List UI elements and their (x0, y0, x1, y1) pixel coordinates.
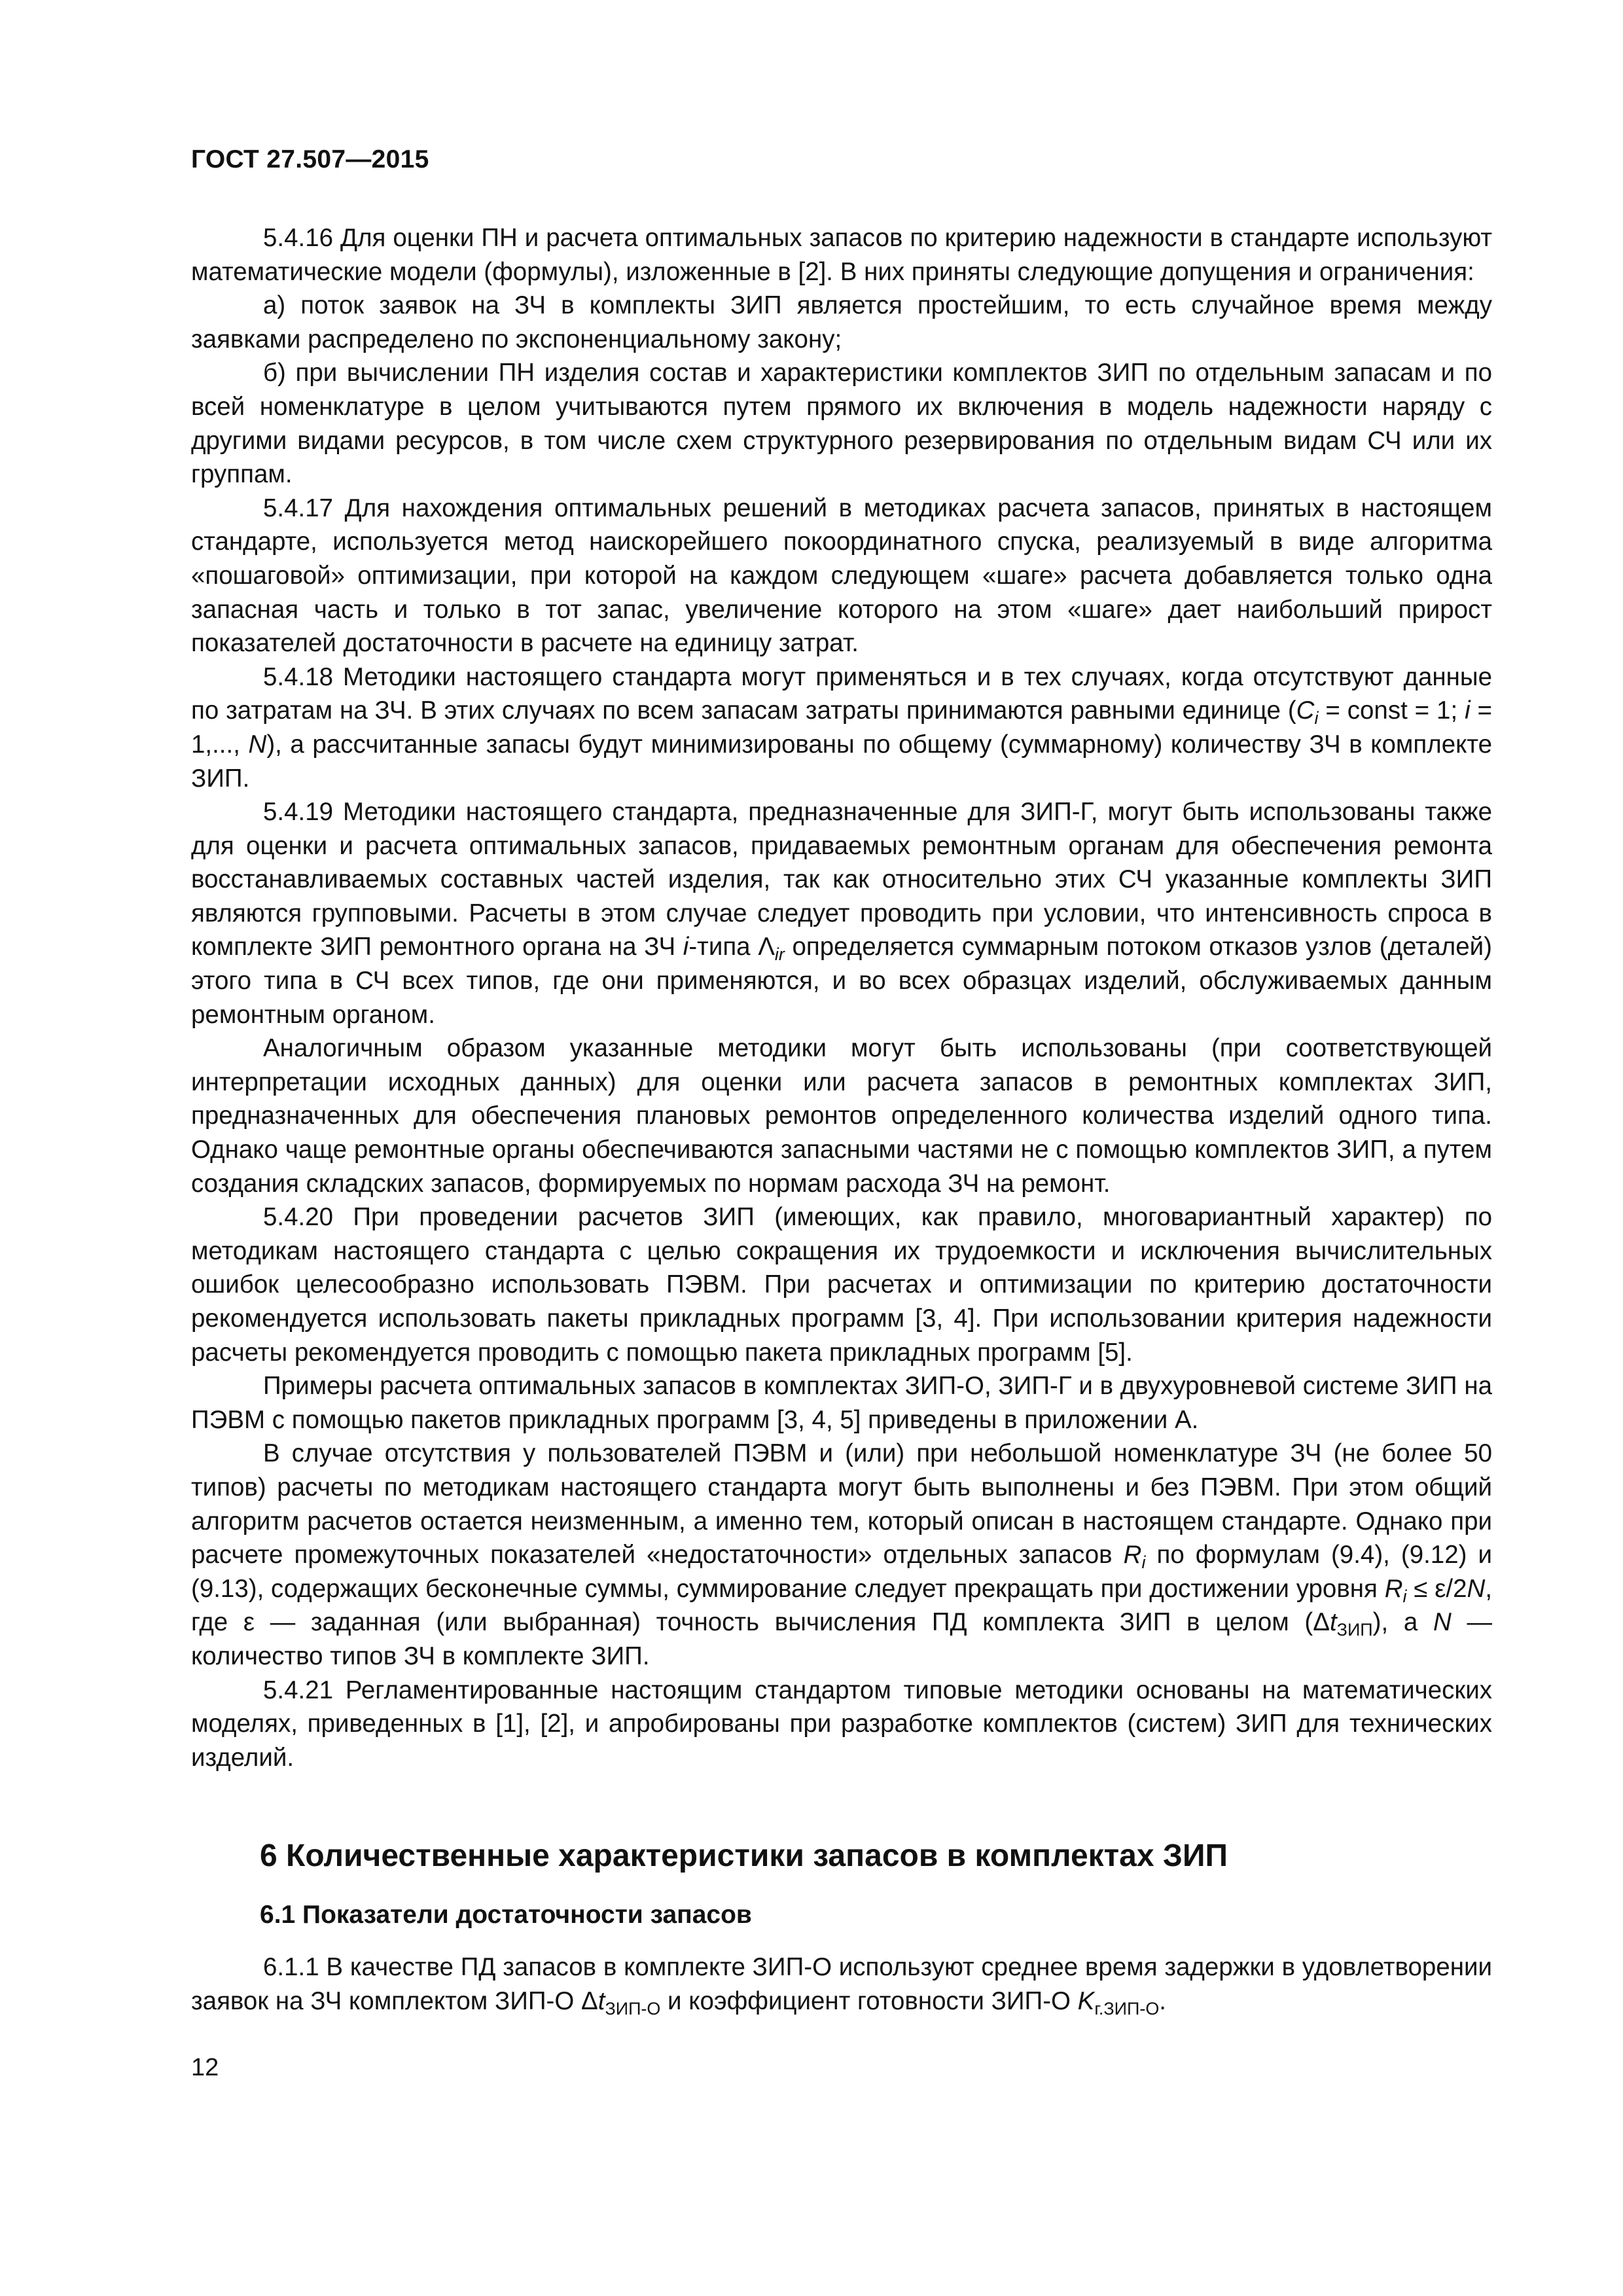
symbol-ir-sub: ir (774, 944, 785, 965)
symbol-n: N (248, 730, 267, 759)
symbol-i-sub: i (1141, 1552, 1146, 1573)
symbol-c: C (1296, 696, 1315, 725)
symbol-i: i (1465, 696, 1471, 725)
symbol-i: i (683, 933, 689, 961)
text-run: определяется суммарным потоком отказов узлов (деталей) этого типа в СЧ всех типов, где они применяются, и во всех образцах изделий, обслуживаемых данным ремонтным органом. (191, 933, 1493, 1029)
subscript-zip-o: ЗИП-О (605, 1998, 661, 2018)
paragraph-5-4-20-examples: Примеры расчета оптимальных запасов в комплектах ЗИП-О, ЗИП-Г и в двухуровневой системе ЗИП на ПЭВМ с помощью пакетов прикладных программ [3, 4, 5] приведены в приложении А. (191, 1372, 1492, 1434)
paragraph-5-4-21: 5.4.21 Регламентированные настоящим стандартом типовые методики основаны на математических моделях, приведенных в [1], [2], и апробированы при разработке комплектов (систем) ЗИП для технических изделий. (191, 1676, 1492, 1772)
text-run: по формулам (9.4), (9.12) и (9.13), содержащих бесконечные суммы, суммирование следует прекращать при достижении уровня (191, 1541, 1492, 1603)
text-run: 6.1.1 В качестве ПД запасов в комплекте ЗИП-О используют среднее время задержки в удовлетворении заявок на ЗЧ комплектом ЗИП-О Δ (191, 1953, 1492, 2015)
paragraph-5-4-20-manual (191, 1437, 1492, 1673)
symbol-k: K (1077, 1986, 1095, 2015)
symbol-t: t (597, 1986, 605, 2015)
subsection-heading: 6.1 Показатели достаточности запасов (260, 1901, 752, 1929)
paragraph-5-4-18 (191, 660, 1492, 795)
paragraph-5-4-17: 5.4.17 Для нахождения оптимальных решений в методиках расчета запасов, принятых в настоящем стандарте, используется метод наискорейшего покоординатного спуска, реализуемый в виде алгоритма «пошаговой» оптимизации, при которой на каждом следующем «шаге» расчета добавляется только одна запасная часть и только в тот запас, увеличение которого на этом «шаге» дает наибольший прирост показателей достаточности в расчете на единицу затрат. (191, 493, 1492, 658)
symbol-r: R (1384, 1574, 1403, 1603)
subscript-zip: ЗИП (1336, 1620, 1373, 1640)
subscript-g-zip-o: г.ЗИП-О (1094, 1998, 1160, 2018)
symbol-t: t (1329, 1608, 1337, 1637)
text-run: ), а (1372, 1608, 1433, 1637)
paragraph-6-1-1 (191, 1950, 1492, 2018)
document-header: ГОСТ 27.507—2015 (191, 145, 429, 173)
symbol-n: N (1467, 1574, 1486, 1603)
symbol-i-sub: i (1314, 708, 1319, 728)
text-run: и коэффициент готовности ЗИП-О (660, 1986, 1078, 2015)
text-run: -типа Λ (688, 933, 775, 961)
text-run: 5.4.18 Методики настоящего стандарта могут применяться и в тех случаях, когда отсутствуют данные по затратам на ЗЧ. В этих случаях по всем запасам затраты принимаются равными единице ( (191, 662, 1492, 725)
text-run: — количество типов ЗЧ в комплекте ЗИП. (191, 1608, 1492, 1670)
paragraph-5-4-20: 5.4.20 При проведении расчетов ЗИП (имеющих, как правило, многовариантный характер) по методикам настоящего стандарта с целью сокращения их трудоемкости и исключения вычислительных ошибок целесообразно использовать ПЭВМ. При расчетах и оптимизации по критерию достаточности рекомендуется использовать пакеты прикладных программ [3, 4]. При использовании критерия надежности расчеты рекомендуется проводить с помощью пакета прикладных программ [5]. (191, 1203, 1492, 1367)
text-run: ), а рассчитанные запасы будут минимизированы по общему (суммарному) количеству ЗЧ в комплекте ЗИП. (191, 730, 1493, 793)
text-run: ≤ ε/2 (1406, 1574, 1467, 1603)
symbol-n: N (1433, 1608, 1452, 1637)
text-run: . (1159, 1986, 1166, 2015)
text-run: = 1,..., (191, 696, 1493, 759)
paragraph-5-4-19 (191, 795, 1492, 1031)
page-number: 12 (191, 2054, 219, 2081)
text-run: 5.4.19 Методики настоящего стандарта, предназначенные для ЗИП-Г, могут быть использованы также для оценки и расчета оптимальных запасов, придаваемых ремонтным органам для обеспечения ремонта восстанавливаемых составных частей изделия, так как относительно этих СЧ указанные комплекты ЗИП являются групповыми. Расчеты в этом случае следует проводить при условии, что интенсивность спроса в комплекте ЗИП ремонтного органа на ЗЧ (191, 798, 1492, 961)
symbol-i-sub: i (1402, 1586, 1407, 1606)
body-text-section-6 (191, 1950, 1492, 2018)
paragraph-5-4-16-a: а) поток заявок на ЗЧ в комплекты ЗИП является простейшим, то есть случайное время между заявками распределено по экспоненциальному закону; (191, 291, 1492, 353)
text-run: В случае отсутствия у пользователей ПЭВМ и (или) при небольшой номенклатуре ЗЧ (не более 50 типов) расчеты по методикам настоящего стандарта могут быть выполнены и без ПЭВМ. При этом общий алгоритм расчетов остается неизменным, а именно тем, который описан в настоящем стандарте. Однако при расчете промежуточных показателей «недостаточности» отдельных запасов (191, 1439, 1492, 1570)
text-run: = const = 1; (1318, 696, 1465, 725)
symbol-r: R (1123, 1541, 1142, 1570)
body-text (191, 221, 1492, 1774)
paragraph-5-4-19-cont: Аналогичным образом указанные методики могут быть использованы (при соответствующей интерпретации исходных данных) для оценки или расчета запасов в ремонтных комплектах ЗИП, предназначенных для обеспечения плановых ремонтов определенного количества изделий одного типа. Однако чаще ремонтные органы обеспечиваются запасными частями не с помощью комплектов ЗИП, а путем создания складских запасов, формируемых по нормам расхода ЗЧ на ремонт. (191, 1034, 1492, 1198)
section-heading: 6 Количественные характеристики запасов в комплектах ЗИП (260, 1839, 1228, 1873)
text-run: , где ε — заданная (или выбранная) точность вычисления ПД комплекта ЗИП в целом (Δ (191, 1574, 1493, 1637)
paragraph-5-4-16-b: б) при вычислении ПН изделия состав и характеристики комплектов ЗИП по отдельным запасам и по всей номенклатуре в целом учитываются путем прямого их включения в модель надежности наряду с другими видами ресурсов, в том числе схем структурного резервирования по отдельным видам СЧ или их группам. (191, 359, 1492, 489)
paragraph-5-4-16: 5.4.16 Для оценки ПН и расчета оптимальных запасов по критерию надежности в стандарте используют математические модели (формулы), изложенные в [2]. В них приняты следующие допущения и ограничения: (191, 224, 1492, 286)
